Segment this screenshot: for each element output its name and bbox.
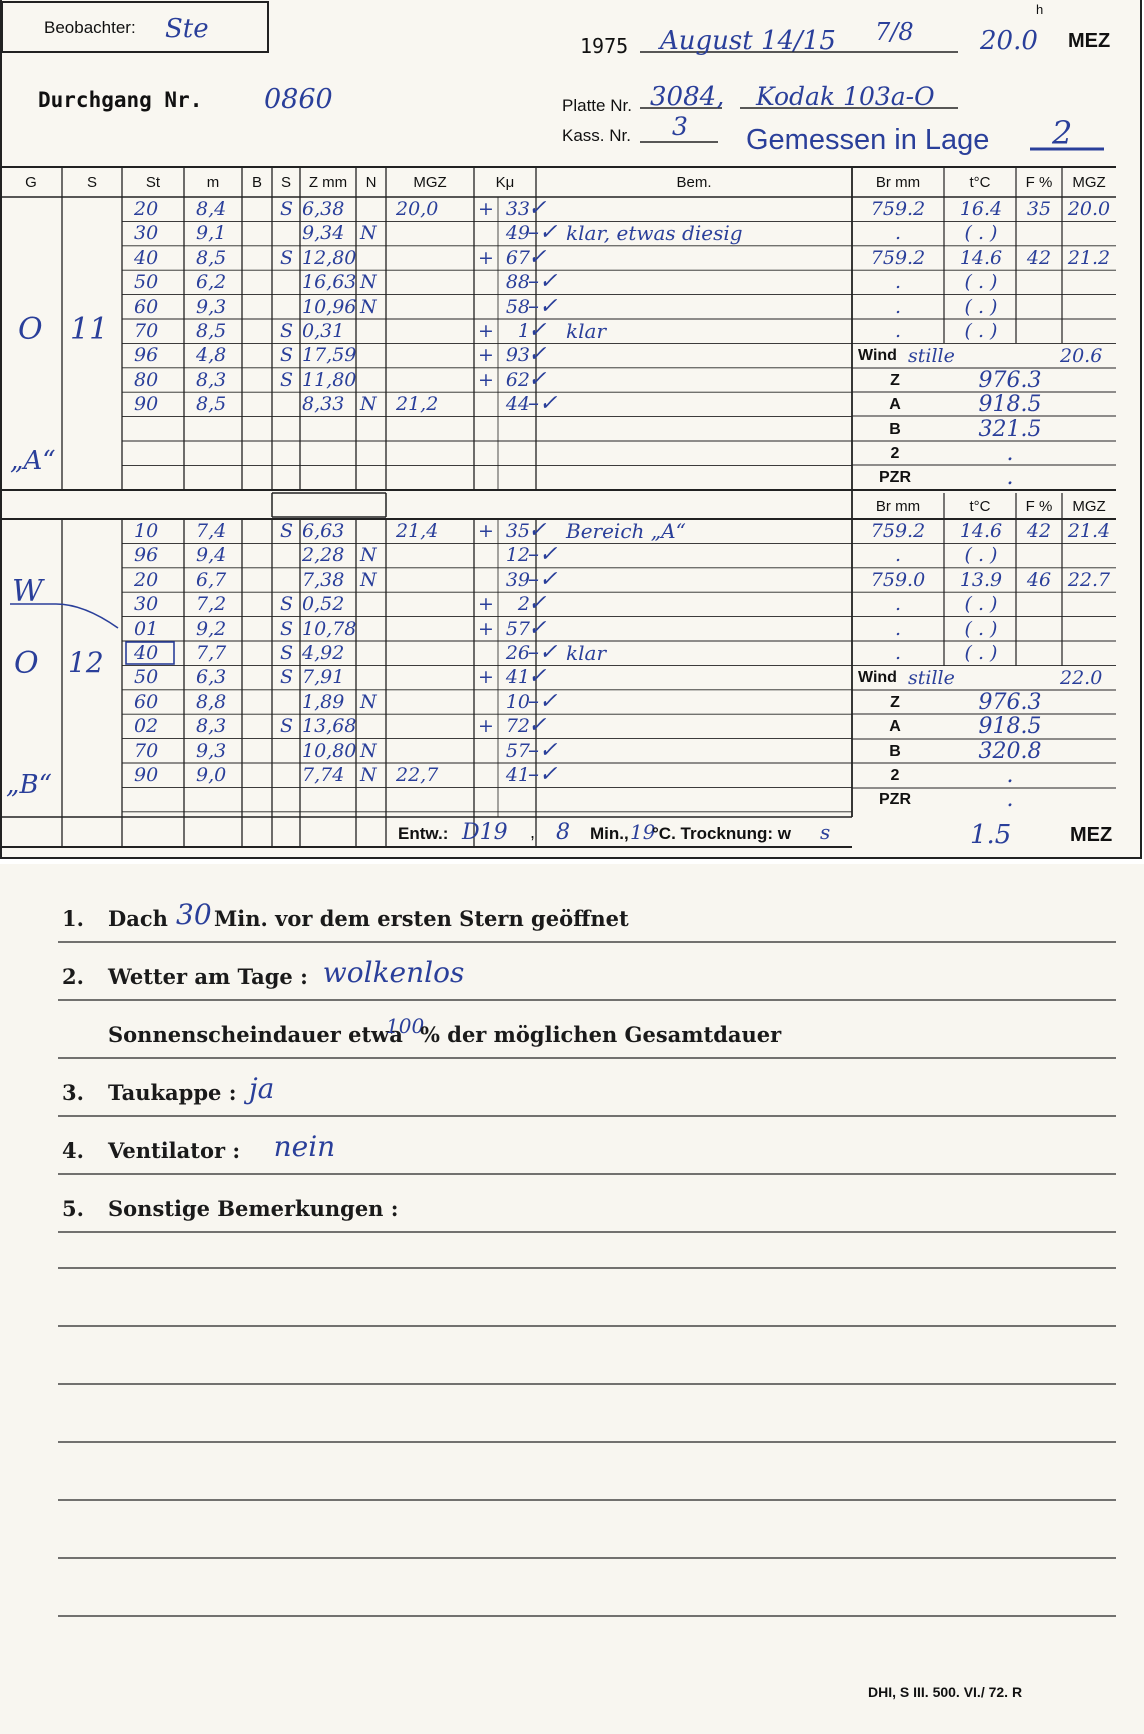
b1-row-n: N <box>360 222 377 245</box>
b1-row-k: 58 <box>505 295 530 318</box>
b1-row-k: 62 <box>505 368 530 391</box>
b2-wind-label: Wind <box>858 669 897 687</box>
b2-row-s: S <box>280 593 294 616</box>
b2-row-m: 8,3 <box>196 715 227 738</box>
column-header-s2: S <box>280 174 291 191</box>
b2-row-k: 39 <box>505 568 530 591</box>
b2-row-st: 02 <box>134 715 159 738</box>
b1-za-value: 976.3 <box>978 367 1042 393</box>
b1-wind-label: Wind <box>858 347 897 365</box>
b2-row-mgz: 21,4 <box>396 520 439 542</box>
b2-row-n: N <box>360 544 377 567</box>
column-header-m: m <box>206 174 220 191</box>
b2-row-m: 9,0 <box>196 764 227 786</box>
b2-row-s: S <box>280 617 294 640</box>
b1-za-label: A <box>889 396 901 414</box>
b1-row-sign: + <box>478 320 494 342</box>
b1-row-m: 8,5 <box>196 393 227 416</box>
observation-card <box>0 0 1142 859</box>
back-ruled-lines <box>0 864 1144 1734</box>
b1-row-m: 4,8 <box>196 344 227 367</box>
b1-row-mgz: 21,2 <box>396 393 439 416</box>
b2-row-st: 30 <box>134 593 159 616</box>
b2-row-n: N <box>360 690 377 713</box>
b2-row-k: 35 <box>505 520 530 542</box>
b2-row-sign: + <box>478 666 494 689</box>
b2-wx-f: 42 <box>1026 520 1052 542</box>
measured-value: 2 <box>1052 114 1073 152</box>
b1-row-st: 70 <box>134 320 159 342</box>
back-item-handwritten: nein <box>273 1130 336 1163</box>
back-item-label: Wetter am Tage : <box>108 964 308 989</box>
b1-row-z: 12,80 <box>302 246 357 269</box>
b1-za-label: PZR <box>879 469 911 487</box>
b1-row-s: S <box>280 320 294 342</box>
b1-row-sign: + <box>478 368 494 391</box>
b1-wx-t: ( . ) <box>964 320 998 342</box>
cassette-value: 3 <box>672 112 688 141</box>
entw-label: Entw.: <box>398 824 449 843</box>
entw-dry: s <box>820 820 831 844</box>
b2-row-k: 10 <box>505 690 530 713</box>
pass-label: Durchgang Nr. <box>38 88 203 112</box>
weather-header-f: F % <box>1025 174 1053 191</box>
back-item-handwritten: wolkenlos <box>322 956 465 989</box>
b2-row-bem: klar <box>566 641 606 665</box>
b2-row-m: 9,4 <box>196 544 227 567</box>
b1-za-label: 2 <box>890 445 900 462</box>
block2-s-label: 12 <box>68 646 104 679</box>
b1-row-s: S <box>280 198 294 220</box>
b1-row-mgz: 20,0 <box>396 198 439 220</box>
weather-header-br: Br mm <box>875 498 921 515</box>
b1-row-m: 9,1 <box>196 222 227 245</box>
b1-row-k: 88 <box>505 271 530 294</box>
b1-row-tick: ✓ <box>528 244 547 270</box>
b2-row-m: 6,7 <box>196 568 227 591</box>
b1-row-z: 11,80 <box>302 368 357 391</box>
start-time-value: 20.0 <box>980 26 1038 56</box>
b2-row-n: N <box>360 764 377 786</box>
weather-header-f: F % <box>1025 498 1053 515</box>
b2-wind-value: stille <box>908 667 955 690</box>
b2-za-label: Z <box>890 693 900 711</box>
b2-row-m: 7,4 <box>196 520 227 542</box>
b2-row-s: S <box>280 642 294 664</box>
b2-row-tick: –✓ <box>528 762 558 787</box>
card-back <box>0 864 1144 1734</box>
b2-wx-t: ( . ) <box>964 617 998 640</box>
weather-header-mgz: MGZ <box>1072 174 1106 191</box>
b1-row-st: 20 <box>134 198 159 220</box>
block1-star-label: „A“ <box>10 446 56 476</box>
b2-row-z: 10,78 <box>302 617 357 640</box>
b2-row-s: S <box>280 666 294 689</box>
b1-row-tick: ✓ <box>528 196 547 221</box>
time-superscript: h <box>1036 2 1044 17</box>
b2-row-k: 26 <box>505 642 530 664</box>
b2-za-label: A <box>889 718 901 736</box>
back-item-num: 2. <box>62 964 84 989</box>
b2-za-value: 320.8 <box>978 738 1042 764</box>
b1-row-sign: + <box>478 246 494 269</box>
column-header-bem: Bem. <box>676 174 712 191</box>
b2-row-n: N <box>360 739 377 762</box>
b2-za-value: 976.3 <box>978 689 1042 715</box>
b2-row-n: N <box>360 568 377 591</box>
column-header-n: N <box>365 174 377 191</box>
b1-wx-mgz: 20.0 <box>1067 198 1111 220</box>
b2-row-z: 1,89 <box>302 690 345 713</box>
b1-row-bem: klar, etwas diesig <box>566 221 743 246</box>
b1-row-bem: klar <box>566 319 606 343</box>
b2-wx-mgz: 22.7 <box>1067 568 1111 591</box>
b1-row-z: 8,33 <box>302 393 345 416</box>
column-header-g: G <box>25 174 37 191</box>
b2-row-tick: –✓ <box>528 737 558 763</box>
b2-wx-t: ( . ) <box>964 642 998 664</box>
back-item-handwritten: ja <box>249 1072 275 1105</box>
b2-row-tick: ✓ <box>528 664 547 690</box>
b2-row-k: 2 <box>517 593 530 616</box>
cassette-label: Kass. Nr. <box>562 126 631 145</box>
entw-minutes: 8 <box>556 820 570 845</box>
b1-za-value: 321.5 <box>978 416 1042 442</box>
b2-row-tick: –✓ <box>528 688 558 714</box>
b1-row-z: 17,59 <box>302 344 357 367</box>
b2-row-tick: –✓ <box>528 640 558 665</box>
b1-za-value: 918.5 <box>978 392 1042 418</box>
weather-header-t: t°C <box>969 498 991 515</box>
b2-row-tick: ✓ <box>528 615 547 641</box>
entw-temp-label: °C. Trocknung: w <box>652 824 792 843</box>
b2-wx-br: 759.2 <box>870 520 926 542</box>
end-time-value: 1.5 <box>970 820 1012 850</box>
b2-za-value: 918.5 <box>978 714 1042 740</box>
entw-minutes-label: Min., <box>590 824 629 843</box>
b2-row-tick: ✓ <box>528 518 547 543</box>
b2-row-st: 20 <box>134 568 159 591</box>
back-item-num: 4. <box>62 1138 84 1163</box>
b2-row-k: 57 <box>505 617 530 640</box>
b1-row-k: 67 <box>505 246 530 269</box>
b2-wx-t: 14.6 <box>959 520 1003 542</box>
b2-row-z: 7,38 <box>302 568 345 591</box>
block2-g-label-w: W <box>12 574 43 609</box>
b1-wind-value: stille <box>908 345 955 368</box>
entw-comma: , <box>530 822 536 842</box>
b1-wx-t: ( . ) <box>964 271 998 294</box>
b2-row-z: 4,92 <box>302 642 345 664</box>
b1-row-tick: ✓ <box>528 318 547 343</box>
observer-value: Ste <box>165 14 209 44</box>
b2-row-bem: Bereich „A“ <box>566 519 686 543</box>
b1-wx-f: 42 <box>1026 246 1052 269</box>
end-time-unit: MEZ <box>1070 824 1113 846</box>
b1-row-s: S <box>280 344 294 367</box>
b2-row-tick: ✓ <box>528 713 547 739</box>
b2-row-k: 41 <box>505 666 530 689</box>
b2-row-z: 0,52 <box>302 593 345 616</box>
b1-wx-br: 759.2 <box>870 246 926 269</box>
b2-za-label: B <box>889 742 901 760</box>
b1-row-st: 40 <box>134 246 159 269</box>
b1-wx-t: 14.6 <box>959 246 1003 269</box>
b1-row-z: 6,38 <box>302 198 345 220</box>
entw-temp: 19 <box>630 820 656 844</box>
block2-star-label: „B“ <box>6 770 52 800</box>
start-time-unit: MEZ <box>1068 30 1111 52</box>
column-header-zmm: Z mm <box>308 174 348 191</box>
b2-wx-f: 46 <box>1026 568 1052 591</box>
b2-wx-br: . <box>894 617 902 640</box>
b1-row-m: 8,5 <box>196 246 227 269</box>
b1-row-m: 8,3 <box>196 368 227 391</box>
b1-wx-br: . <box>894 295 902 318</box>
plate-type: Kodak 103a-O <box>756 82 935 111</box>
b1-row-k: 49 <box>505 222 530 245</box>
b1-wx-t: 16.4 <box>959 198 1003 220</box>
weather-header-br: Br mm <box>875 174 921 191</box>
back-item-num: 5. <box>62 1196 84 1221</box>
b2-row-z: 7,74 <box>302 764 345 786</box>
b2-row-m: 8,8 <box>196 690 227 713</box>
block1-s-label: 11 <box>70 312 109 347</box>
b2-row-sign: + <box>478 593 494 616</box>
back-item-suffix: % der möglichen Gesamtdauer <box>420 1022 782 1047</box>
b1-za-label: Z <box>890 371 900 389</box>
back-item-label: Sonstige Bemerkungen : <box>108 1196 399 1221</box>
weather-header-mgz: MGZ <box>1072 498 1106 515</box>
b1-row-k: 1 <box>517 320 530 342</box>
b2-wind-time: 22.0 <box>1060 667 1103 690</box>
b2-za-value: . <box>1006 763 1014 788</box>
b1-row-z: 0,31 <box>302 320 345 342</box>
b1-row-n: N <box>360 295 377 318</box>
b2-row-st: 60 <box>134 690 159 713</box>
b2-za-value: . <box>1006 787 1014 813</box>
b2-row-tick: ✓ <box>528 591 547 617</box>
back-item-handwritten: 100 <box>386 1014 425 1038</box>
b2-wx-t: 13.9 <box>959 568 1003 591</box>
b2-row-st: 90 <box>134 764 159 786</box>
b2-row-s: S <box>280 520 294 542</box>
b2-wx-br: . <box>894 642 902 664</box>
b1-row-z: 10,96 <box>302 295 357 318</box>
back-item-label: Sonnenscheindauer etwa <box>108 1022 403 1047</box>
b2-row-z: 2,28 <box>302 544 345 567</box>
observation-date: August 14/15 <box>660 26 836 56</box>
back-item-handwritten: 30 <box>176 898 212 931</box>
back-item-num: 1. <box>62 906 84 931</box>
b2-row-sign: + <box>478 715 494 738</box>
b1-row-z: 16,63 <box>302 271 357 294</box>
b1-row-st: 90 <box>134 393 159 416</box>
block2-g-label-o: O <box>14 646 39 681</box>
b1-row-tick: –✓ <box>528 293 558 319</box>
pass-value: 0860 <box>264 84 333 115</box>
b1-wx-br: 759.2 <box>870 198 926 220</box>
b2-row-m: 9,3 <box>196 739 227 762</box>
b2-row-k: 41 <box>505 764 530 786</box>
b1-wx-br: . <box>894 271 902 294</box>
b1-row-m: 8,4 <box>196 198 227 220</box>
b1-row-st: 96 <box>134 344 159 367</box>
weather-header-t: t°C <box>969 174 991 191</box>
b2-za-label: 2 <box>890 767 900 784</box>
column-header-s: S <box>86 174 97 191</box>
b1-row-st: 80 <box>134 368 159 391</box>
b2-row-st: 50 <box>134 666 159 689</box>
b1-row-s: S <box>280 246 294 269</box>
b2-row-z: 13,68 <box>302 715 357 738</box>
observation-date-extra: 7/8 <box>875 18 914 46</box>
b2-row-st: 96 <box>134 544 159 567</box>
print-code: DHI, S III. 500. VI./ 72. R <box>868 1684 1023 1700</box>
b1-row-st: 60 <box>134 295 159 318</box>
b1-row-k: 93 <box>505 344 530 367</box>
b1-row-s: S <box>280 368 294 391</box>
b1-row-z: 9,34 <box>302 222 345 245</box>
b1-row-tick: ✓ <box>528 366 547 392</box>
b2-wx-br: . <box>894 593 902 616</box>
column-header-kmu: Kμ <box>495 174 515 191</box>
b1-wx-br: . <box>894 222 902 245</box>
b2-row-s: S <box>280 715 294 738</box>
b2-wx-t: ( . ) <box>964 593 998 616</box>
b2-row-tick: –✓ <box>528 566 558 592</box>
observer-label: Beobachter: <box>44 18 136 37</box>
b2-wx-br: 759.0 <box>870 568 926 591</box>
b2-row-k: 57 <box>505 739 530 762</box>
b2-row-m: 9,2 <box>196 617 227 640</box>
b1-row-m: 9,3 <box>196 295 227 318</box>
column-header-mgz: MGZ <box>413 174 447 191</box>
back-item-suffix: Min. vor dem ersten Stern geöffnet <box>214 906 629 931</box>
b2-row-st: 40 <box>134 642 159 664</box>
b2-row-st: 70 <box>134 739 159 762</box>
b2-row-k: 12 <box>505 544 530 567</box>
b1-za-label: B <box>889 420 901 438</box>
b1-row-k: 44 <box>505 393 530 416</box>
year: 1975 <box>580 34 629 58</box>
b2-za-label: PZR <box>879 791 911 809</box>
b1-za-value: . <box>1006 465 1014 491</box>
b1-wind-time: 20.6 <box>1060 345 1103 368</box>
b1-wx-br: . <box>894 320 902 342</box>
b1-row-tick: –✓ <box>528 391 558 417</box>
b2-row-sign: + <box>478 520 494 542</box>
b1-row-sign: + <box>478 198 494 220</box>
plate-value: 3084, <box>650 82 725 112</box>
b1-row-tick: ✓ <box>528 342 547 368</box>
b2-row-st: 01 <box>134 617 159 640</box>
block1-g-label: O <box>18 312 43 347</box>
b1-wx-t: ( . ) <box>964 295 998 318</box>
b2-wx-br: . <box>894 544 902 567</box>
b2-row-sign: + <box>478 617 494 640</box>
b1-row-m: 8,5 <box>196 320 227 342</box>
b2-row-st: 10 <box>134 520 159 542</box>
column-header-b: B <box>251 174 262 191</box>
b1-row-st: 50 <box>134 271 159 294</box>
b1-row-tick: –✓ <box>528 269 558 295</box>
b2-wx-mgz: 21.4 <box>1067 520 1111 542</box>
b1-row-tick: –✓ <box>528 220 558 246</box>
column-header-st: St <box>145 174 161 191</box>
measured-stamp: Gemessen in Lage <box>746 124 990 156</box>
b1-row-k: 33 <box>505 198 530 220</box>
b2-row-z: 6,63 <box>302 520 345 542</box>
b1-wx-t: ( . ) <box>964 222 998 245</box>
b1-row-n: N <box>360 393 377 416</box>
back-item-label: Dach <box>108 906 168 931</box>
b1-row-st: 30 <box>134 222 159 245</box>
back-item-label: Ventilator : <box>108 1138 241 1163</box>
b2-wx-t: ( . ) <box>964 544 998 567</box>
b1-za-value: . <box>1006 441 1014 466</box>
b1-wx-f: 35 <box>1026 198 1052 220</box>
b2-row-m: 6,3 <box>196 666 227 689</box>
b2-row-tick: –✓ <box>528 542 558 568</box>
b2-row-z: 10,80 <box>302 739 357 762</box>
b2-row-mgz: 22,7 <box>396 764 439 786</box>
b2-row-k: 72 <box>505 715 530 738</box>
entw-developer: D19 <box>462 820 508 845</box>
b1-wx-mgz: 21.2 <box>1067 246 1111 269</box>
back-item-label: Taukappe : <box>108 1080 237 1105</box>
b1-row-m: 6,2 <box>196 271 227 294</box>
b2-row-m: 7,2 <box>196 593 227 616</box>
b1-row-sign: + <box>478 344 494 367</box>
back-item-num: 3. <box>62 1080 84 1105</box>
b2-row-z: 7,91 <box>302 666 345 689</box>
b2-row-m: 7,7 <box>196 642 227 664</box>
b1-row-n: N <box>360 271 377 294</box>
plate-label: Platte Nr. <box>562 96 632 115</box>
